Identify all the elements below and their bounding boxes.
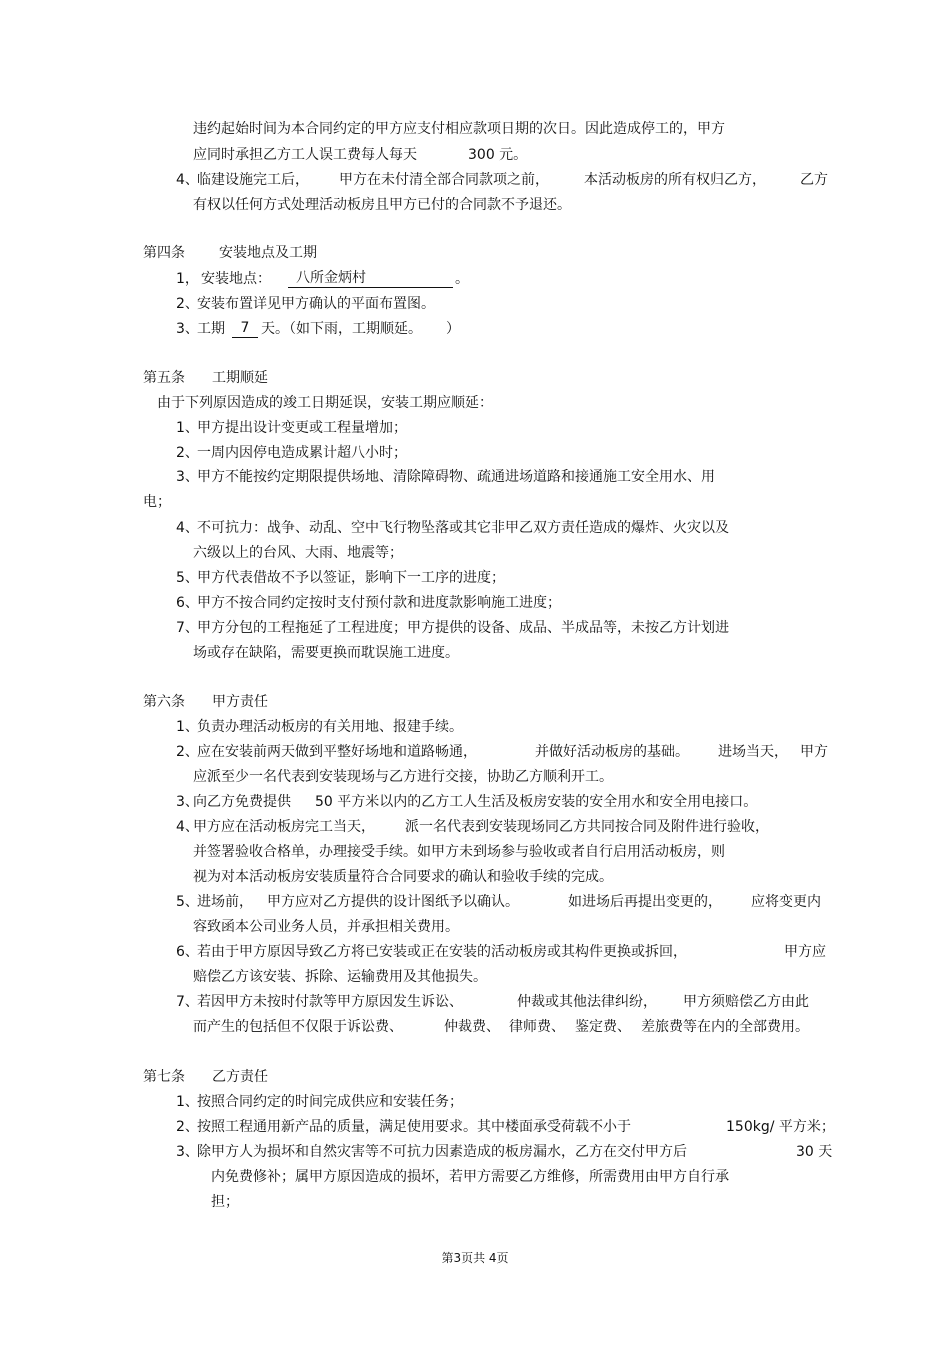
- s6-item-1-text: 负责办理活动板房的有关用地、报建手续。: [197, 719, 463, 735]
- s3-line-2a: 应同时承担乙方工人误工费每人每天: [193, 147, 417, 163]
- s5-item-7-line-2: 场或存在缺陷，需要更换而耽误施工进度。: [193, 645, 459, 661]
- s4-item-3-label: 工期: [197, 321, 225, 337]
- s4-heading-number: 第四条: [143, 245, 185, 261]
- s7-item-2-part-b: 150kg/ 平方米；: [726, 1119, 835, 1135]
- s3-item-4-line-2: 有权以任何方式处理活动板房且甲方已付的合同款不予退还。: [193, 197, 571, 213]
- s7-heading-number: 第七条: [143, 1069, 185, 1085]
- s6-item-3-part-a: 向乙方免费提供: [193, 794, 291, 810]
- s5-item-4-number: 4、: [176, 520, 199, 536]
- s7-item-1-text: 按照合同约定的时间完成供应和安装任务；: [197, 1094, 463, 1110]
- s6-item-6-line-2: 赔偿乙方该安装、拆除、运输费用及其他损失。: [193, 969, 487, 985]
- s6-item-6-number: 6、: [176, 944, 199, 960]
- s5-heading-title: 工期顺延: [212, 370, 268, 386]
- s5-item-3-text: 甲方不能按约定期限提供场地、清除障碍物、疏通进场道路和接通施工安全用水、用: [197, 469, 715, 485]
- s7-item-2-number: 2、: [176, 1119, 199, 1135]
- s5-item-3-number: 3、: [176, 469, 199, 485]
- s6-item-4-part-a: 甲方应在活动板房完工当天，: [193, 819, 375, 835]
- s6-item-4-part-b: 派一名代表到安装现场同乙方共同按合同及附件进行验收，: [405, 819, 769, 835]
- s4-item-2-text: 安装布置详见甲方确认的平面布置图。: [197, 296, 435, 312]
- s4-item-3-number: 3、: [176, 321, 199, 337]
- s6-item-6-part-b: 甲方应: [784, 944, 826, 960]
- s6-item-3-part-b: 50 平方米以内的乙方工人生活及板房安装的安全用水和安全用电接口。: [315, 794, 758, 810]
- s5-item-7-text: 甲方分包的工程拖延了工程进度；甲方提供的设备、成品、半成品等，未按乙方计划进: [197, 620, 729, 636]
- s4-item-1-label: 安装地点：: [201, 271, 271, 287]
- s6-item-4-line-3: 视为对本活动板房安装质量符合合同要求的确认和验收手续的完成。: [193, 869, 613, 885]
- s3-line-1: 违约起始时间为本合同约定的甲方应支付相应款项日期的次日。因此造成停工的，甲方: [193, 121, 725, 137]
- s7-item-3-number: 3、: [176, 1144, 199, 1160]
- s6-item-2-part-d: 甲方: [800, 744, 828, 760]
- s5-item-4-text: 不可抗力：战争、动乱、空中飞行物坠落或其它非甲乙双方责任造成的爆炸、火灾以及: [197, 520, 729, 536]
- s6-item-1-number: 1、: [176, 719, 199, 735]
- s3-item-4-part-b: 甲方在未付清全部合同款项之前，: [339, 172, 549, 188]
- s6-item-7-part-a: 若因甲方未按时付款等甲方原因发生诉讼、: [197, 994, 463, 1010]
- s7-item-2-part-a: 按照工程通用新产品的质量，满足使用要求。其中楼面承受荷载不小于: [197, 1119, 631, 1135]
- s5-item-2-number: 2、: [176, 445, 199, 461]
- s6-item-4-number: 4、: [176, 819, 199, 835]
- s3-item-4-part-d: 乙方: [800, 172, 828, 188]
- s3-line-2b: 300 元。: [468, 147, 528, 163]
- s6-item-7-line-2b: 仲裁费、: [444, 1019, 500, 1035]
- s6-heading-number: 第六条: [143, 694, 185, 710]
- s6-item-7-line-2d: 鉴定费、: [575, 1019, 631, 1035]
- s5-item-6-number: 6、: [176, 595, 199, 611]
- s4-item-3-text: 天。（如下雨，工期顺延。: [261, 321, 422, 337]
- s5-item-4-line-2: 六级以上的台风、大雨、地震等；: [193, 545, 403, 561]
- s4-item-1-end: 。: [455, 271, 469, 287]
- s6-item-2-part-a: 应在安装前两天做到平整好场地和道路畅通，: [197, 744, 477, 760]
- s6-item-5-part-c: 如进场后再提出变更的，: [568, 894, 722, 910]
- s6-item-6-part-a: 若由于甲方原因导致乙方将已安装或正在安装的活动板房或其构件更换或拆回，: [197, 944, 687, 960]
- s5-heading-number: 第五条: [143, 370, 185, 386]
- s7-heading-title: 乙方责任: [212, 1069, 268, 1085]
- s6-item-3-number: 3、: [176, 794, 199, 810]
- s6-item-7-number: 7、: [176, 994, 199, 1010]
- s6-item-7-part-b: 仲裁或其他法律纠纷，: [517, 994, 657, 1010]
- s5-item-5-number: 5、: [176, 570, 199, 586]
- s5-item-6-text: 甲方不按合同约定按时支付预付款和进度款影响施工进度；: [197, 595, 561, 611]
- s6-item-2-line-2: 应派至少一名代表到安装现场与乙方进行交接，协助乙方顺利开工。: [193, 769, 613, 785]
- s4-heading-title: 安装地点及工期: [219, 245, 317, 261]
- s3-item-4-part-c: 本活动板房的所有权归乙方，: [584, 172, 766, 188]
- s3-item-4-number: 4、: [176, 172, 199, 188]
- page-footer: 第3页共 4页: [441, 1251, 509, 1265]
- s6-item-4-line-2: 并签署验收合格单，办理接受手续。如甲方未到场参与验收或者自行启用活动板房，则: [193, 844, 725, 860]
- s5-intro: 由于下列原因造成的竣工日期延误，安装工期应顺延：: [157, 395, 493, 411]
- s5-item-5-text: 甲方代表借故不予以签证，影响下一工序的进度；: [197, 570, 505, 586]
- s5-item-3-line-2: 电；: [143, 494, 171, 510]
- s4-duration-days: 7: [232, 319, 258, 338]
- s7-item-3-part-a: 除甲方人为损坏和自然灾害等不可抗力因素造成的板房漏水，乙方在交付甲方后: [197, 1144, 687, 1160]
- s6-item-5-part-d: 应将变更内: [751, 894, 821, 910]
- s6-item-7-line-2a: 而产生的包括但不仅限于诉讼费、: [193, 1019, 403, 1035]
- s6-item-5-part-b: 甲方应对乙方提供的设计图纸予以确认。: [267, 894, 519, 910]
- s3-item-4-part-a: 临建设施完工后，: [197, 172, 309, 188]
- s6-item-7-line-2c: 律师费、: [509, 1019, 565, 1035]
- s5-item-2-text: 一周内因停电造成累计超八小时；: [197, 445, 407, 461]
- s6-item-7-part-c: 甲方须赔偿乙方由此: [683, 994, 809, 1010]
- s6-item-5-line-2: 容致函本公司业务人员，并承担相关费用。: [193, 919, 459, 935]
- s6-item-2-part-b: 并做好活动板房的基础。: [535, 744, 689, 760]
- s5-item-1-text: 甲方提出设计变更或工程量增加；: [197, 420, 407, 436]
- s4-item-2-number: 2、: [176, 296, 199, 312]
- s7-item-1-number: 1、: [176, 1094, 199, 1110]
- s5-item-7-number: 7、: [176, 620, 199, 636]
- s6-item-7-line-2e: 差旅费等在内的全部费用。: [641, 1019, 809, 1035]
- s7-item-3-line-3: 担；: [211, 1194, 239, 1210]
- s4-item-3-close: ）: [446, 321, 460, 337]
- s7-item-3-part-b: 30 天: [796, 1144, 833, 1160]
- s4-item-1-number: 1，: [176, 271, 199, 287]
- s6-item-5-number: 5、: [176, 894, 199, 910]
- s6-item-2-number: 2、: [176, 744, 199, 760]
- s6-item-5-part-a: 进场前，: [197, 894, 253, 910]
- s7-item-3-line-2: 内免费修补；属甲方原因造成的损坏，若甲方需要乙方维修，所需费用由甲方自行承: [211, 1169, 729, 1185]
- s6-heading-title: 甲方责任: [212, 694, 268, 710]
- s6-item-2-part-c: 进场当天，: [718, 744, 788, 760]
- s5-item-1-number: 1、: [176, 420, 199, 436]
- s4-install-location: 八所金炳村: [288, 269, 453, 288]
